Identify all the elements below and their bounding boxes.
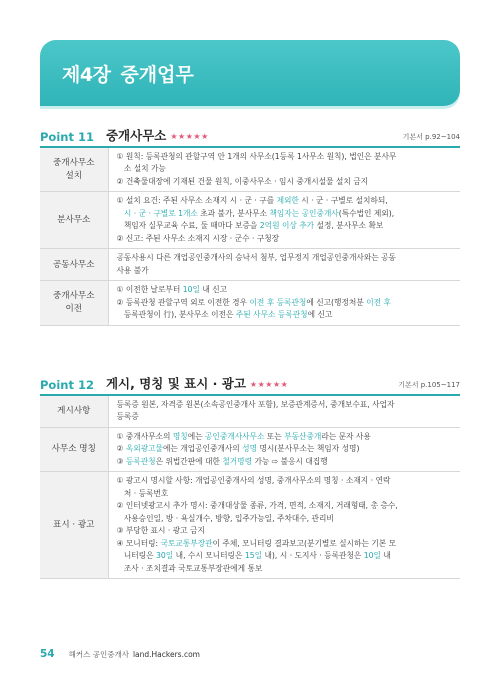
point-title: 중개사무소	[105, 128, 167, 143]
text-segment: ① 원칙: 등록관청의 관할구역 안 1개의 사무소(1등록 1사무소 원칙), 법인은 분사무	[116, 152, 397, 161]
row-heading	[40, 192, 108, 249]
website-url: land.Hackers.com	[132, 649, 200, 659]
content-line	[117, 163, 455, 175]
text-segment: ② 신고: 주된 사무소 소재지 시장 · 군수 · 구청장	[116, 233, 280, 243]
row-heading-text: 사무소 명칭	[51, 444, 96, 455]
highlighted-term: 성명	[242, 444, 257, 454]
row-content	[108, 427, 460, 471]
highlighted-term: 등록관청	[125, 456, 156, 466]
table-row	[40, 192, 460, 249]
text-segment: 책임자 실무교육 수료, 둘 때마다 보증을	[116, 221, 260, 231]
text-segment: 내 신고	[199, 285, 228, 295]
page-footer	[40, 648, 200, 660]
content-line	[117, 297, 455, 309]
content-line	[117, 284, 455, 296]
content-line	[117, 176, 455, 188]
text-segment: ② 인터넷광고시 추가 명시: 중개대상물 종류, 가격, 면적, 소재지, 거래형태, 총 층수,	[116, 501, 398, 511]
table-row	[40, 472, 460, 579]
row-content	[108, 472, 460, 579]
text-segment: ②	[116, 444, 126, 454]
page-number: 54	[40, 648, 55, 660]
row-heading-text: 분사무소	[57, 215, 91, 226]
text-segment: ① 중개사무소의	[116, 431, 173, 441]
row-heading-text: 표시 · 광고	[53, 519, 95, 530]
highlighted-term: 부동산중개	[284, 431, 322, 441]
text-segment: 조사 · 조치결과 국토교통부장관에게 통보	[116, 563, 263, 573]
row-heading	[40, 472, 108, 579]
row-heading-text: 설치	[65, 170, 83, 181]
row-content	[108, 148, 460, 192]
point-11-table	[40, 148, 460, 326]
row-heading-text: 중개사무소	[52, 158, 95, 169]
text-segment: 공동사용시 다른 개업공인중개사의 승낙서 첨부, 업무정지 개업공인중개사와는 공동	[116, 253, 396, 263]
row-content	[108, 396, 460, 427]
content-line	[117, 538, 455, 550]
text-segment: 시 · 군 · 구별로 설치하되,	[298, 196, 388, 206]
point-number: 12	[77, 378, 94, 392]
text-segment: ① 설치 요건: 주된 사무소 소재지 시 · 군 · 구를	[116, 196, 277, 206]
row-heading-text: 중개사무소	[52, 291, 95, 302]
importance-stars: ★★★★★	[170, 132, 209, 141]
text-segment: 소 설치 가능	[116, 164, 166, 174]
row-heading	[40, 396, 108, 427]
text-segment: 또는	[264, 431, 285, 441]
text-segment: 가능 ⇨ 불응시 대집행	[252, 456, 328, 466]
point-label: Point	[40, 378, 74, 392]
highlighted-term: 10일	[182, 285, 200, 295]
row-content	[108, 192, 460, 249]
chapter-banner	[40, 40, 460, 106]
text-segment: 처 · 등록번호	[116, 488, 169, 498]
importance-stars: ★★★★★	[249, 380, 289, 389]
table-row	[40, 281, 460, 325]
text-segment: 라는 문자 사용	[321, 431, 371, 441]
content-line	[117, 525, 455, 537]
row-heading-text: 게시사항	[57, 406, 91, 417]
text-segment: 이 주체, 모니터링 결과보고(분기별로 실시하는 기본 모	[212, 538, 397, 548]
content-line	[117, 252, 455, 264]
text-segment: 은 위법간판에 대한	[155, 456, 223, 466]
table-row	[40, 148, 460, 192]
text-segment: ③	[116, 456, 126, 466]
row-heading	[40, 281, 108, 325]
point-title: 게시, 명칭 및 표시 · 광고	[105, 376, 246, 391]
text-segment: ④ 모니터링:	[116, 538, 161, 548]
row-heading	[40, 148, 108, 192]
highlighted-term: 15일	[244, 551, 263, 561]
content-line	[117, 309, 455, 321]
text-segment: 에는 개업공인중개사의	[162, 444, 243, 454]
text-segment: 명시(분사무소는 책임자 성명)	[257, 444, 360, 454]
highlighted-term: 옥외광고물	[125, 444, 163, 454]
text-segment: 에 신고	[307, 310, 333, 320]
highlighted-term: 국토교통부장관	[160, 538, 213, 548]
table-row	[40, 396, 460, 427]
content-line	[117, 220, 455, 232]
row-heading	[40, 249, 108, 281]
content-line	[117, 443, 455, 455]
content-line	[117, 475, 455, 487]
textbook-reference: 기본서 p.105~117	[398, 381, 460, 389]
text-segment: 에는	[187, 431, 205, 441]
point-11-heading	[40, 118, 460, 144]
content-line	[117, 456, 455, 468]
highlighted-term: 시 · 군 · 구별로 1개소	[116, 208, 198, 218]
row-heading	[40, 427, 108, 471]
row-content	[108, 281, 460, 325]
text-segment: 초과 불가, 분사무소	[197, 208, 270, 218]
point-number: 11	[77, 130, 94, 144]
text-segment: (특수법인 제외),	[338, 208, 395, 218]
chapter-number: 제4장	[62, 63, 111, 86]
content-line	[117, 500, 455, 512]
highlighted-term: 주된 사무소 등록관청	[235, 310, 308, 320]
text-segment: 사용승인일, 방 · 욕실개수, 방향, 입주가능일, 주차대수, 관리비	[116, 513, 334, 523]
highlighted-term: 2억원 이상 추가	[259, 221, 315, 231]
highlighted-term: 제외한	[276, 196, 299, 206]
table-row	[40, 249, 460, 281]
text-segment: 내), 시 · 도지사 · 등록관청은	[262, 551, 364, 561]
point-12-heading	[40, 366, 460, 392]
content-line	[117, 151, 455, 163]
text-segment: ② 건축물대장에 기재된 건물 원칙, 이중사무소 · 임시 중개시설물 설치 금지	[116, 176, 369, 186]
text-segment: 설정, 분사무소 확보	[314, 221, 384, 231]
highlighted-term: 이전 후	[366, 297, 391, 307]
point-label: Point	[40, 130, 74, 144]
table-row	[40, 427, 460, 471]
publisher-name: 해커스 공인중개사	[68, 649, 129, 659]
content-line	[117, 208, 455, 220]
text-segment: ① 이전한 날로부터	[116, 285, 183, 295]
text-segment: ③ 부당한 표시 · 광고 금지	[116, 526, 205, 536]
highlighted-term: 30일	[155, 551, 174, 561]
text-segment: 등록관청이 行), 분사무소 이전은	[116, 310, 236, 320]
highlighted-term: 명칭	[172, 431, 188, 441]
text-segment: 내	[380, 551, 391, 561]
content-line	[117, 488, 455, 500]
content-line	[117, 513, 455, 525]
chapter-title: 중개업무	[120, 63, 194, 86]
text-segment: ② 등록관청 관할구역 외로 이전한 경우	[116, 297, 250, 307]
row-content	[108, 249, 460, 281]
text-segment: ① 광고시 명시할 사항: 개업공인중개사의 성명, 중개사무소의 명칭 · 소재지 · 연락	[116, 476, 391, 486]
textbook-reference: 기본서 p.92~104	[402, 133, 460, 141]
highlighted-term: 10일	[363, 551, 381, 561]
content-line	[117, 195, 455, 207]
content-line	[117, 265, 455, 277]
highlighted-term: 이전 후 등록관청	[249, 297, 307, 307]
highlighted-term: 철거명령	[222, 456, 253, 466]
row-heading-text: 이전	[65, 303, 83, 314]
text-segment: 등록증	[116, 412, 139, 422]
text-segment: 에 신고(행정처분	[306, 297, 367, 307]
content-line	[117, 411, 455, 423]
content-line	[117, 550, 455, 562]
point-12-table	[40, 396, 460, 579]
content-line	[117, 563, 455, 575]
text-segment: 니터링은	[116, 551, 156, 561]
highlighted-term: 공인중개사사무소	[205, 431, 265, 441]
content-line	[117, 233, 455, 245]
text-segment: 사용 불가	[116, 265, 149, 275]
text-segment: 등록증 원본, 자격증 원본(소속공인중개사 포함), 보증관계증서, 중개보수표, 사업자	[116, 400, 395, 409]
content-line	[117, 431, 455, 443]
content-line	[117, 399, 455, 411]
row-heading-text: 공동사무소	[52, 259, 95, 270]
text-segment: 내, 수시 모니터링은	[173, 551, 245, 561]
highlighted-term: 책임자는 공인중개사	[269, 208, 339, 218]
